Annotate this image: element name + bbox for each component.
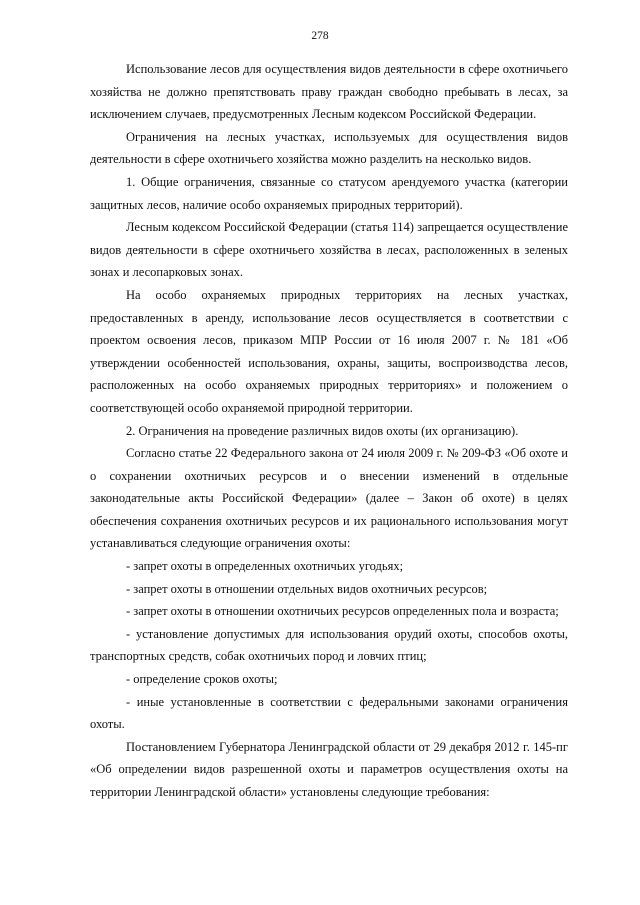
paragraph: Использование лесов для осуществления видов деятельности в сфере охотничьего хозяйства не должно препятствовать праву граждан свободно пребывать в лесах, за исключением случаев, предусмотренных Лесным кодексом Российской Федерации. [90, 62, 568, 122]
paragraph: 1. Общие ограничения, связанные со статусом арендуемого участка (категории защитных лесов, наличие особо охраняемых природных территорий). [90, 174, 568, 212]
paragraph: Ограничения на лесных участках, используемых для осуществления видов деятельности в сфере охотничьего хозяйства можно разделить на несколько видов. [90, 129, 568, 167]
list-item: - запрет охоты в отношении охотничьих ресурсов определенных пола и возраста; [126, 604, 559, 619]
paragraph: Лесным кодексом Российской Федерации (статья 114) запрещается осуществление видов деятельности в сфере охотничьего хозяйства в лесах, расположенных в зеленых зонах и лесопарковых зонах. [90, 220, 568, 280]
list-item: - определение сроков охоты; [126, 672, 278, 687]
paragraph: На особо охраняемых природных территориях на лесных участках, предоставленных в аренду, использование лесов осуществляется в соответствии с проектом освоения лесов, приказом МПР России от 16 июля 2007 г. № 181 «Об утверждении особенностей использования, охраны, защиты, воспроизводства лесов, расположенных на особо охраняемых природных территориях» и положением о соответствующей особо охраняемой природной территории. [90, 287, 568, 415]
list-item: - запрет охоты в отношении отдельных видов охотничьих ресурсов; [126, 581, 488, 596]
page-number: 278 [311, 30, 329, 42]
list-item: - установление допустимых для использования орудий охоты, способов охоты, транспортных средств, собак охотничьих пород и ловчих птиц; [90, 626, 568, 664]
paragraph: Постановлением Губернатора Ленинградской области от 29 декабря 2012 г. 145-пг «Об определении видов разрешенной охоты и параметров осуществления охоты на территории Ленинградской области» установлены следующие требования: [90, 739, 568, 799]
document-body [90, 58, 568, 804]
paragraph: 2. Ограничения на проведение различных видов охоты (их организацию). [126, 423, 519, 438]
paragraph: Согласно статье 22 Федерального закона от 24 июля 2009 г. № 209-ФЗ «Об охоте и о сохранении охотничьих ресурсов и о внесении изменений в отдельные законодательные акты Российской Федерации» (далее – Закон об охоте) в целях обеспечения сохранения охотничьих ресурсов и их рационального использования могут устанавливаться следующие ограничения охоты: [90, 446, 568, 551]
list-item: - запрет охоты в определенных охотничьих угодьях; [126, 559, 404, 574]
list-item: - иные установленные в соответствии с федеральными законами ограничения охоты. [90, 694, 568, 732]
